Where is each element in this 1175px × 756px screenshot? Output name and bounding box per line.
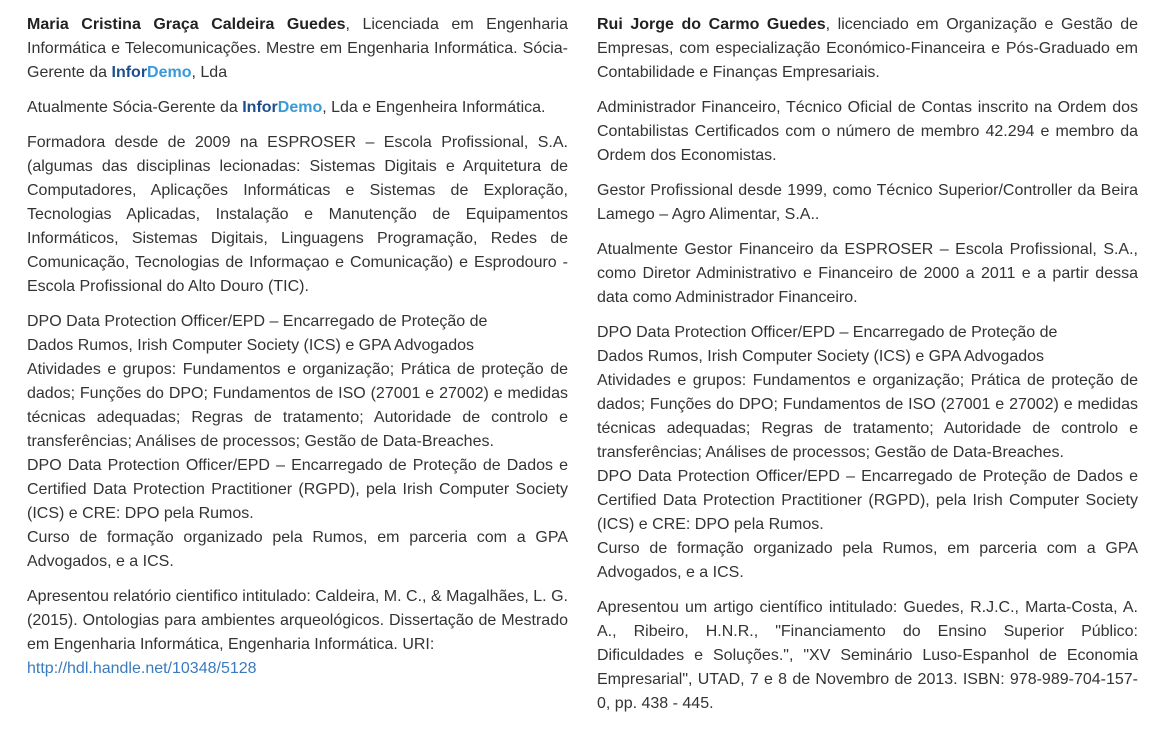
person-name: Maria Cristina Graça Caldeira Guedes [27,16,346,33]
left-intro [27,13,568,85]
current-role-text: Atualmente Sócia-Gerente da [27,99,243,116]
left-dpo-section [27,310,568,574]
right-dpo-section [597,321,1138,585]
dpo-activities: Atividades e grupos: Fundamentos e organização; Prática de proteção de dados; Funções do DPO; Fundamentos de ISO (27001 e 27002) e medidas técnicas adequadas; Regras de tratamento; Autoridade de controlo e transferências; Análises de processos; Gestão de Data-Breaches. [597,372,1138,461]
brand-part2: Demo [277,99,323,116]
current-role-end: , Lda e Engenheira Informática. [322,99,546,116]
dpo-line-1: DPO Data Protection Officer/EPD – Encarregado de Proteção de [27,313,488,330]
right-intro [597,13,1138,85]
intro-text: , Licenciada em Engenharia Informática e Telecomunicações. Mestre em Engenharia Informática. Sócia-Gerente da [27,16,568,81]
dpo-line-2: Dados Rumos, Irish Computer Society (ICS) e GPA Advogados [597,348,1045,365]
right-column [597,13,1138,727]
report-uri-link[interactable]: http://hdl.handle.net/10348/5128 [27,660,257,677]
left-trainer-paragraph: Formadora desde de 2009 na ESPROSER – Escola Profissional, S.A. (algumas das disciplinas lecionadas: Sistemas Digitais e Arquitetura de Computadores, Aplicações Informáticas e Sistemas de Exploração, Tecnologias Aplicadas, Instalação e Manutenção de Equipamentos Informáticos, Sistemas Digitais, Linguagens Programação, Redes de Comunicação, Tecnologias de Informaçao e Comunicação) e Esprodouro - Escola Profissional do Alto Douro (TIC). [27,134,568,295]
brand-part2: Demo [147,64,192,81]
dpo-certification: DPO Data Protection Officer/EPD – Encarregado de Proteção de Dados e Certified Data Protection Practitioner (RGPD), pela Irish Computer Society (ICS) e CRE: DPO pela Rumos. [597,468,1138,533]
right-article: Apresentou um artigo científico intitulado: Guedes, R.J.C., Marta-Costa, A. A., Ribeiro, H.N.R., "Financiamento do Ensino Superior Público: Dificuldades e Soluções.", "XV Seminário Luso-Espanhol de Economia Empresarial", UTAD, 7 e 8 de Novembro de 2013. ISBN: 978-989-704-157-0, pp. 438 - 445. [597,599,1138,712]
report-text: Apresentou relatório cientifico intitulado: Caldeira, M. C., & Magalhães, L. G. (2015). Ontologias para ambientes arqueológicos. Dissertação de Mestrado em Engenharia Informática, Engenharia Informática. URI: [27,588,568,653]
intro-text: , licenciado em Organização e Gestão de Empresas, com especialização Económico-Financeira e Pós-Graduado em Contabilidade e Finanças Empresariais. [597,16,1138,81]
right-current-role: Atualmente Gestor Financeiro da ESPROSER – Escola Profissional, S.A., como Diretor Administrativo e Financeiro de 2000 a 2011 e a partir dessa data como Administrador Financeiro. [597,241,1138,306]
dpo-activities: Atividades e grupos: Fundamentos e organização; Prática de proteção de dados; Funções do DPO; Fundamentos de ISO (27001 e 27002) e medidas técnicas adequadas; Regras de tratamento; Autoridade de controlo e transferências; Análises de processos; Gestão de Data-Breaches. [27,361,568,450]
right-manager-paragraph: Gestor Profissional desde 1999, como Técnico Superior/Controller da Beira Lamego – Agro Alimentar, S.A.. [597,182,1138,223]
dpo-course: Curso de formação organizado pela Rumos, em parceria com a GPA Advogados, e a ICS. [27,529,568,570]
brand-part1: Infor [111,64,148,81]
dpo-line-2: Dados Rumos, Irish Computer Society (ICS) e GPA Advogados [27,337,475,354]
dpo-course: Curso de formação organizado pela Rumos, em parceria com a GPA Advogados, e a ICS. [597,540,1138,581]
left-current-role [27,96,568,120]
person-name: Rui Jorge do Carmo Guedes [597,16,826,33]
brand-part1: Infor [242,99,278,116]
left-column [27,13,568,692]
brand-logo [242,99,322,116]
intro-end: , Lda [191,64,228,81]
dpo-certification: DPO Data Protection Officer/EPD – Encarregado de Proteção de Dados e Certified Data Protection Practitioner (RGPD), pela Irish Computer Society (ICS) e CRE: DPO pela Rumos. [27,457,568,522]
left-report [27,585,568,681]
right-admin-paragraph: Administrador Financeiro, Técnico Oficial de Contas inscrito na Ordem dos Contabilistas Certificados com o número de membro 42.294 e membro da Ordem dos Economistas. [597,99,1138,164]
brand-logo [112,64,192,81]
dpo-line-1: DPO Data Protection Officer/EPD – Encarregado de Proteção de [597,324,1058,341]
